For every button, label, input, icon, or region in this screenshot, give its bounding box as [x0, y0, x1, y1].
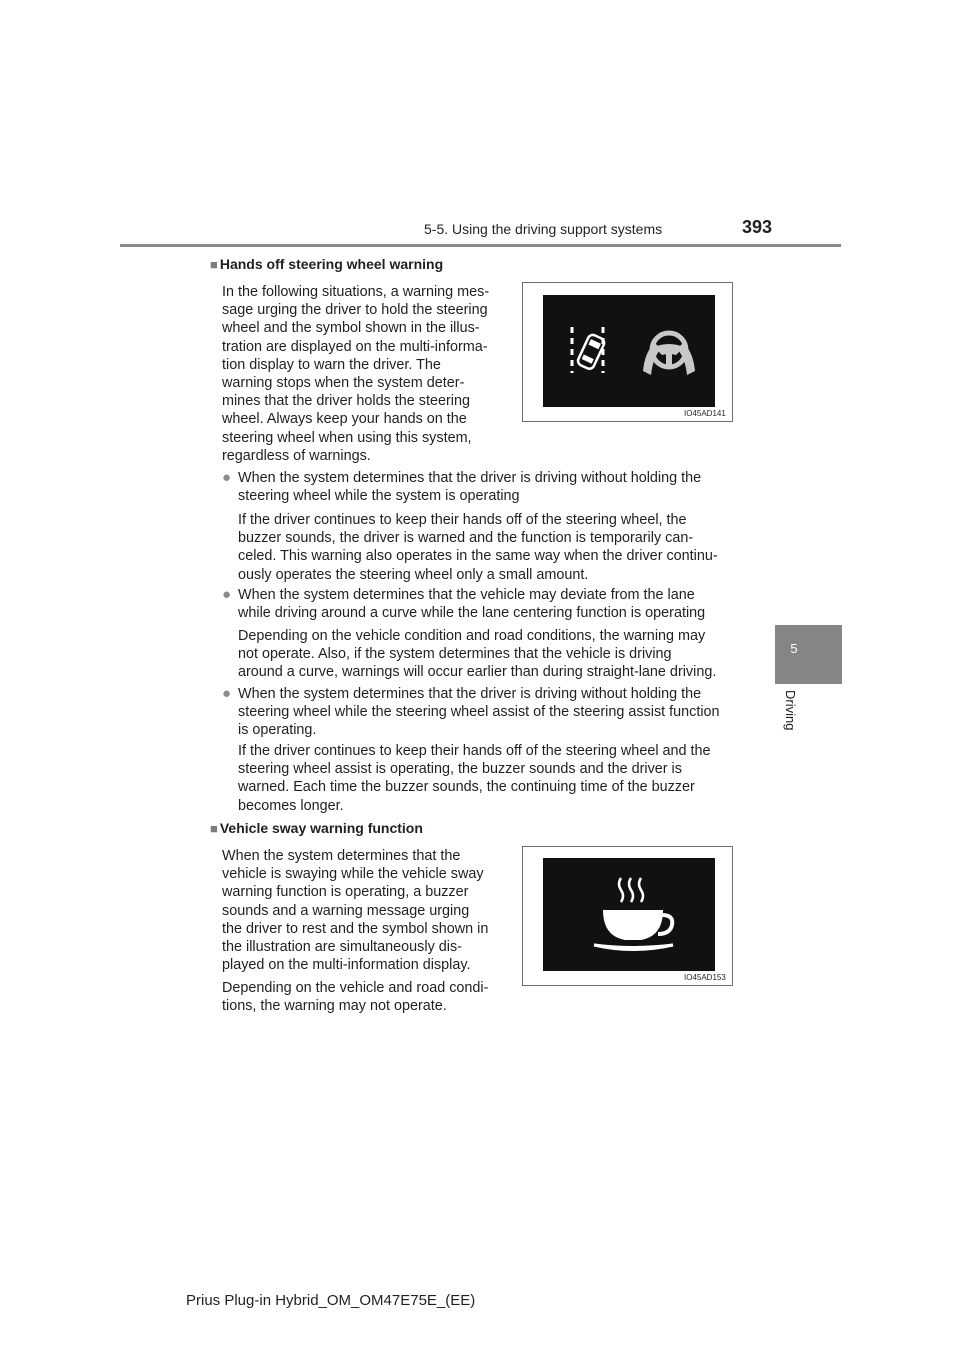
display-screen: [543, 295, 715, 407]
square-bullet-icon: ■: [210, 257, 218, 272]
bullet-icon: ●: [222, 685, 232, 702]
bullet-3-title: When the system determines that the driver is driving without holding the steering wheel while the steering wheel assist of the steering assist function is operating.: [238, 686, 720, 739]
figure-code: IO45AD141: [684, 409, 726, 418]
bullet-2-body: Depending on the vehicle condition and road conditions, the warning may not operate. Also, if the system determines that the vehicle is driving around a curve, warnings will occur earlier than during straight-lane driving.: [238, 628, 717, 681]
footer-text: Prius Plug-in Hybrid_OM_OM47E75E_(EE): [186, 1292, 476, 1309]
bullet-1-title: When the system determines that the driver is driving without holding the steering wheel while the system is operating: [238, 470, 702, 505]
sway-note: Depending on the vehicle and road condi- tions, the warning may not operate.: [222, 980, 489, 1015]
figure-sway: [522, 846, 733, 986]
figure-code: IO45AD153: [684, 973, 726, 982]
sway-heading: ■ Vehicle sway warning function: [210, 820, 423, 836]
bullet-1-body: If the driver continues to keep their hands off of the steering wheel, the buzzer sounds, the driver is warned and the function is temporarily can- celed. This warning also operates in the same way when the driver continu- ously operates the steering wheel only a small amount.: [238, 512, 718, 583]
hands-off-intro: In the following situations, a warning mes- sage urging the driver to hold the steering wheel and the symbol shown in the illus- tration are displayed on the multi-informa- tion display to warn the driver. The warning stops when the system deter- mines that the driver holds the steering wheel. Always keep your hands on the steering wheel when using this system, regardless of warnings.: [222, 284, 490, 464]
square-bullet-icon: ■: [210, 821, 218, 836]
hands-off-heading: ■ Hands off steering wheel warning: [210, 256, 444, 272]
bullet-3-body: If the driver continues to keep their hands off of the steering wheel and the steering wheel assist is operating, the buzzer sounds and the driver is warned. Each time the buzzer sounds, the continuing time of the buzzer becomes longer.: [238, 743, 711, 814]
figure-hands-off: [522, 282, 733, 422]
display-screen: [543, 858, 715, 971]
bullet-icon: ●: [222, 469, 232, 486]
bullet-2-title: When the system determines that the vehicle may deviate from the lane while driving around a curve while the lane centering function is operating: [238, 587, 706, 622]
bullet-icon: ●: [222, 586, 232, 603]
header-divider: [120, 244, 841, 247]
section-title: 5-5. Using the driving support systems: [424, 221, 663, 237]
page-number: 393: [742, 217, 773, 237]
chapter-tab-number: 5: [790, 641, 798, 656]
chapter-tab-label: Driving: [783, 690, 798, 731]
sway-intro: When the system determines that the vehicle is swaying while the vehicle sway warning function is operating, a buzzer sounds and a warning message urging the driver to rest and the symbol shown in the illustration are simultaneously dis- played on the multi-information display.: [222, 848, 489, 974]
steering-hands-icon: [543, 295, 715, 407]
coffee-cup-icon: [543, 858, 715, 971]
